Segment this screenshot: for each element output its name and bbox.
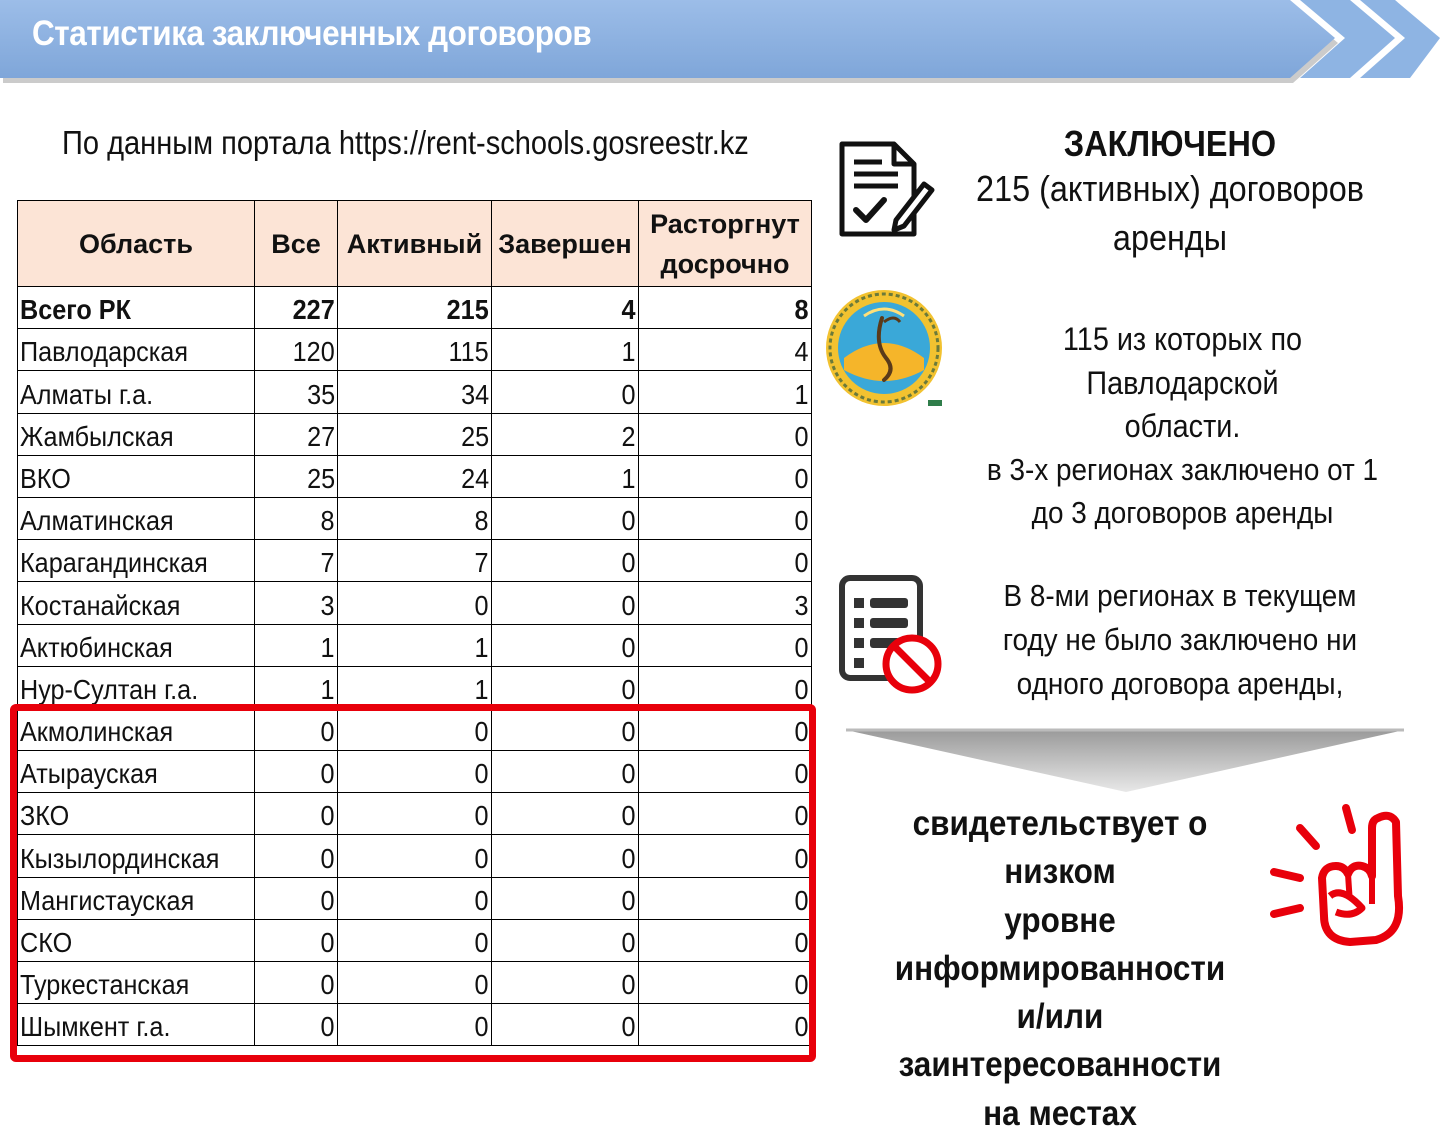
- list-prohibited-icon: [838, 574, 944, 696]
- cell-all: 7: [255, 540, 338, 582]
- table-row: [18, 919, 812, 961]
- cell-terminated: 0: [639, 1004, 812, 1046]
- contracts-table: [17, 200, 812, 1046]
- table-row: [18, 877, 812, 919]
- cell-terminated: 0: [639, 877, 812, 919]
- cell-region: Всего РК: [18, 287, 255, 329]
- cell-completed: 0: [492, 751, 639, 793]
- header-banner: [0, 0, 1440, 84]
- cell-all: 1: [255, 624, 338, 666]
- cell-completed: 0: [492, 582, 639, 624]
- table-row: [18, 413, 812, 455]
- cell-region: Туркестанская: [18, 962, 255, 1004]
- cell-all: 0: [255, 708, 338, 750]
- cell-all: 0: [255, 1004, 338, 1046]
- column-header-region: Область: [18, 201, 255, 287]
- cell-region: Атырауская: [18, 751, 255, 793]
- column-header-all: Все: [255, 201, 338, 287]
- cell-region: Мангистауская: [18, 877, 255, 919]
- cell-completed: 2: [492, 413, 639, 455]
- column-header-active: Активный: [338, 201, 492, 287]
- pavlodar-region-emblem-icon: [824, 288, 946, 410]
- cell-terminated: 0: [639, 962, 812, 1004]
- cell-terminated: 0: [639, 919, 812, 961]
- cell-region: Карагандинская: [18, 540, 255, 582]
- cell-active: 0: [338, 793, 492, 835]
- cell-all: 27: [255, 413, 338, 455]
- cell-active: 0: [338, 962, 492, 1004]
- table-row: [18, 1004, 812, 1046]
- cell-region: Нур-Султан г.а.: [18, 666, 255, 708]
- cell-completed: 1: [492, 329, 639, 371]
- cell-region: Алматинская: [18, 497, 255, 539]
- page-title: Статистика заключенных договоров: [32, 14, 592, 53]
- cell-all: 227: [255, 287, 338, 329]
- cell-active: 115: [338, 329, 492, 371]
- cell-active: 1: [338, 624, 492, 666]
- cell-active: 0: [338, 582, 492, 624]
- cell-active: 0: [338, 919, 492, 961]
- cell-terminated: 0: [639, 413, 812, 455]
- cell-region: Акмолинская: [18, 708, 255, 750]
- concluded-title: ЗАКЛЮЧЕНО: [1063, 123, 1277, 164]
- table-row: [18, 624, 812, 666]
- table-row: [18, 371, 812, 413]
- column-header-terminated: Расторгнут досрочно: [639, 201, 812, 287]
- cell-terminated: 0: [639, 708, 812, 750]
- cell-completed: 0: [492, 919, 639, 961]
- cell-all: 0: [255, 751, 338, 793]
- cell-active: 7: [338, 540, 492, 582]
- cell-active: 215: [338, 287, 492, 329]
- table-row: [18, 962, 812, 1004]
- table-body: [18, 287, 812, 1046]
- cell-completed: 0: [492, 835, 639, 877]
- cell-region: Алматы г.а.: [18, 371, 255, 413]
- cell-all: 0: [255, 919, 338, 961]
- cell-active: 1: [338, 666, 492, 708]
- cell-region: Костанайская: [18, 582, 255, 624]
- cell-all: 0: [255, 962, 338, 1004]
- cell-active: 8: [338, 497, 492, 539]
- eight-regions-text: В 8-ми регионах в текущем году не было заключено ни одного договора аренды,: [1002, 578, 1358, 702]
- chevron-down-divider-icon: [846, 728, 1406, 800]
- cell-region: Актюбинская: [18, 624, 255, 666]
- cell-completed: 0: [492, 540, 639, 582]
- cell-region: Павлодарская: [18, 329, 255, 371]
- cell-terminated: 0: [639, 666, 812, 708]
- cell-active: 0: [338, 751, 492, 793]
- cell-all: 120: [255, 329, 338, 371]
- cell-active: 0: [338, 877, 492, 919]
- cell-all: 8: [255, 497, 338, 539]
- cell-region: Шымкент г.а.: [18, 1004, 255, 1046]
- cell-completed: 0: [492, 1004, 639, 1046]
- cell-completed: 0: [492, 793, 639, 835]
- table-row: [18, 497, 812, 539]
- cell-active: 34: [338, 371, 492, 413]
- cell-active: 24: [338, 455, 492, 497]
- cell-completed: 0: [492, 497, 639, 539]
- cell-terminated: 0: [639, 497, 812, 539]
- cell-region: ВКО: [18, 455, 255, 497]
- cell-active: 25: [338, 413, 492, 455]
- cell-all: 0: [255, 877, 338, 919]
- cell-terminated: 4: [639, 329, 812, 371]
- cell-active: 0: [338, 708, 492, 750]
- concluded-text: 215 (активных) договоров аренды: [976, 168, 1364, 258]
- cell-terminated: 3: [639, 582, 812, 624]
- cell-completed: 0: [492, 708, 639, 750]
- cell-completed: 1: [492, 455, 639, 497]
- cell-completed: 0: [492, 962, 639, 1004]
- table-row: [18, 666, 812, 708]
- table-total-row: [18, 287, 812, 329]
- cell-all: 35: [255, 371, 338, 413]
- cell-all: 3: [255, 582, 338, 624]
- conclusion-text: свидетельствует о низком уровне информированности и/или заинтересованности на местах: [894, 804, 1226, 1133]
- table-row: [18, 329, 812, 371]
- cell-completed: 0: [492, 877, 639, 919]
- cell-completed: 4: [492, 287, 639, 329]
- table-header-row: [18, 201, 812, 287]
- cell-terminated: 8: [639, 287, 812, 329]
- table-row: [18, 793, 812, 835]
- cell-region: Жамбылская: [18, 413, 255, 455]
- cell-region: Кызылординская: [18, 835, 255, 877]
- pavlodar-text: 115 из которых по Павлодарской области.: [1062, 321, 1303, 445]
- cell-completed: 0: [492, 624, 639, 666]
- cell-region: СКО: [18, 919, 255, 961]
- cell-completed: 0: [492, 371, 639, 413]
- cell-completed: 0: [492, 666, 639, 708]
- pointing-finger-icon: [1266, 800, 1416, 950]
- cell-all: 25: [255, 455, 338, 497]
- table-row: [18, 835, 812, 877]
- table-row: [18, 582, 812, 624]
- table-row: [18, 455, 812, 497]
- table-row: [18, 751, 812, 793]
- contract-signed-icon: [836, 140, 936, 240]
- cell-all: 0: [255, 793, 338, 835]
- table-row: [18, 540, 812, 582]
- source-caption: По данным портала https://rent-schools.gosreestr.kz: [62, 124, 749, 161]
- table-row: [18, 708, 812, 750]
- cell-terminated: 0: [639, 540, 812, 582]
- cell-active: 0: [338, 1004, 492, 1046]
- three-regions-text: в 3-х регионах заключено от 1 до 3 договоров аренды: [986, 452, 1379, 531]
- cell-terminated: 1: [639, 371, 812, 413]
- cell-active: 0: [338, 835, 492, 877]
- cell-terminated: 0: [639, 624, 812, 666]
- cell-terminated: 0: [639, 793, 812, 835]
- cell-all: 1: [255, 666, 338, 708]
- cell-terminated: 0: [639, 835, 812, 877]
- cell-all: 0: [255, 835, 338, 877]
- cell-terminated: 0: [639, 751, 812, 793]
- cell-terminated: 0: [639, 455, 812, 497]
- column-header-completed: Завершен: [492, 201, 639, 287]
- cell-region: ЗКО: [18, 793, 255, 835]
